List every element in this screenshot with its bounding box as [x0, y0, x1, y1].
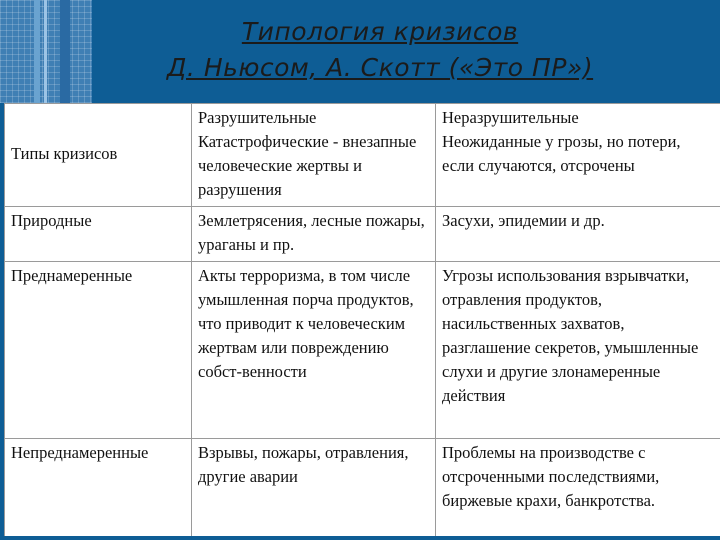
slide-header — [0, 0, 720, 103]
row-type-cell: Преднамеренные — [5, 262, 192, 439]
decorative-pattern — [0, 0, 92, 103]
row-nondestructive-cell: Проблемы на производстве с отсроченными последствиями, биржевые крахи, банкротства. — [436, 439, 720, 539]
row-nondestructive-cell: Угрозы использования взрывчатки, отравления продуктов, насильственных захватов, разглашение секретов, умышленные слухи и другие злонамеренные действия — [436, 262, 720, 439]
destructive-heading: Разрушительные — [198, 108, 317, 127]
crisis-typology-table — [4, 103, 720, 539]
table-header-row — [5, 104, 720, 207]
slide-title-line2: Д. Ньюсом, А. Скотт («Это ПР») — [166, 53, 594, 82]
row-type-cell: Непреднамеренные — [5, 439, 192, 539]
row-type-cell: Природные — [5, 207, 192, 262]
row-destructive-cell: Акты терроризма, в том числе умышленная порча продуктов, что приводит к человеческим жертвам или повреждению собст-венности — [192, 262, 436, 439]
table-row — [5, 439, 720, 539]
header-types-label: Типы кризисов — [11, 144, 118, 163]
slide-title-line1: Типология кризисов — [241, 17, 519, 46]
header-cell-types — [5, 104, 192, 207]
header-cell-nondestructive — [436, 104, 720, 207]
nondestructive-heading: Неразрушительные — [442, 108, 579, 127]
row-nondestructive-cell: Засухи, эпидемии и др. — [436, 207, 720, 262]
nondestructive-description: Неожиданные у грозы, но потери, если случаются, отсрочены — [442, 132, 681, 175]
table-row — [5, 262, 720, 439]
bottom-strip — [0, 536, 720, 540]
table-row — [5, 207, 720, 262]
header-cell-destructive — [192, 104, 436, 207]
row-destructive-cell: Взрывы, пожары, отравления, другие аварии — [192, 439, 436, 539]
destructive-description: Катастрофические - внезапные человеческие жертвы и разрушения — [198, 132, 417, 199]
row-destructive-cell: Землетрясения, лесные пожары, ураганы и пр. — [192, 207, 436, 262]
